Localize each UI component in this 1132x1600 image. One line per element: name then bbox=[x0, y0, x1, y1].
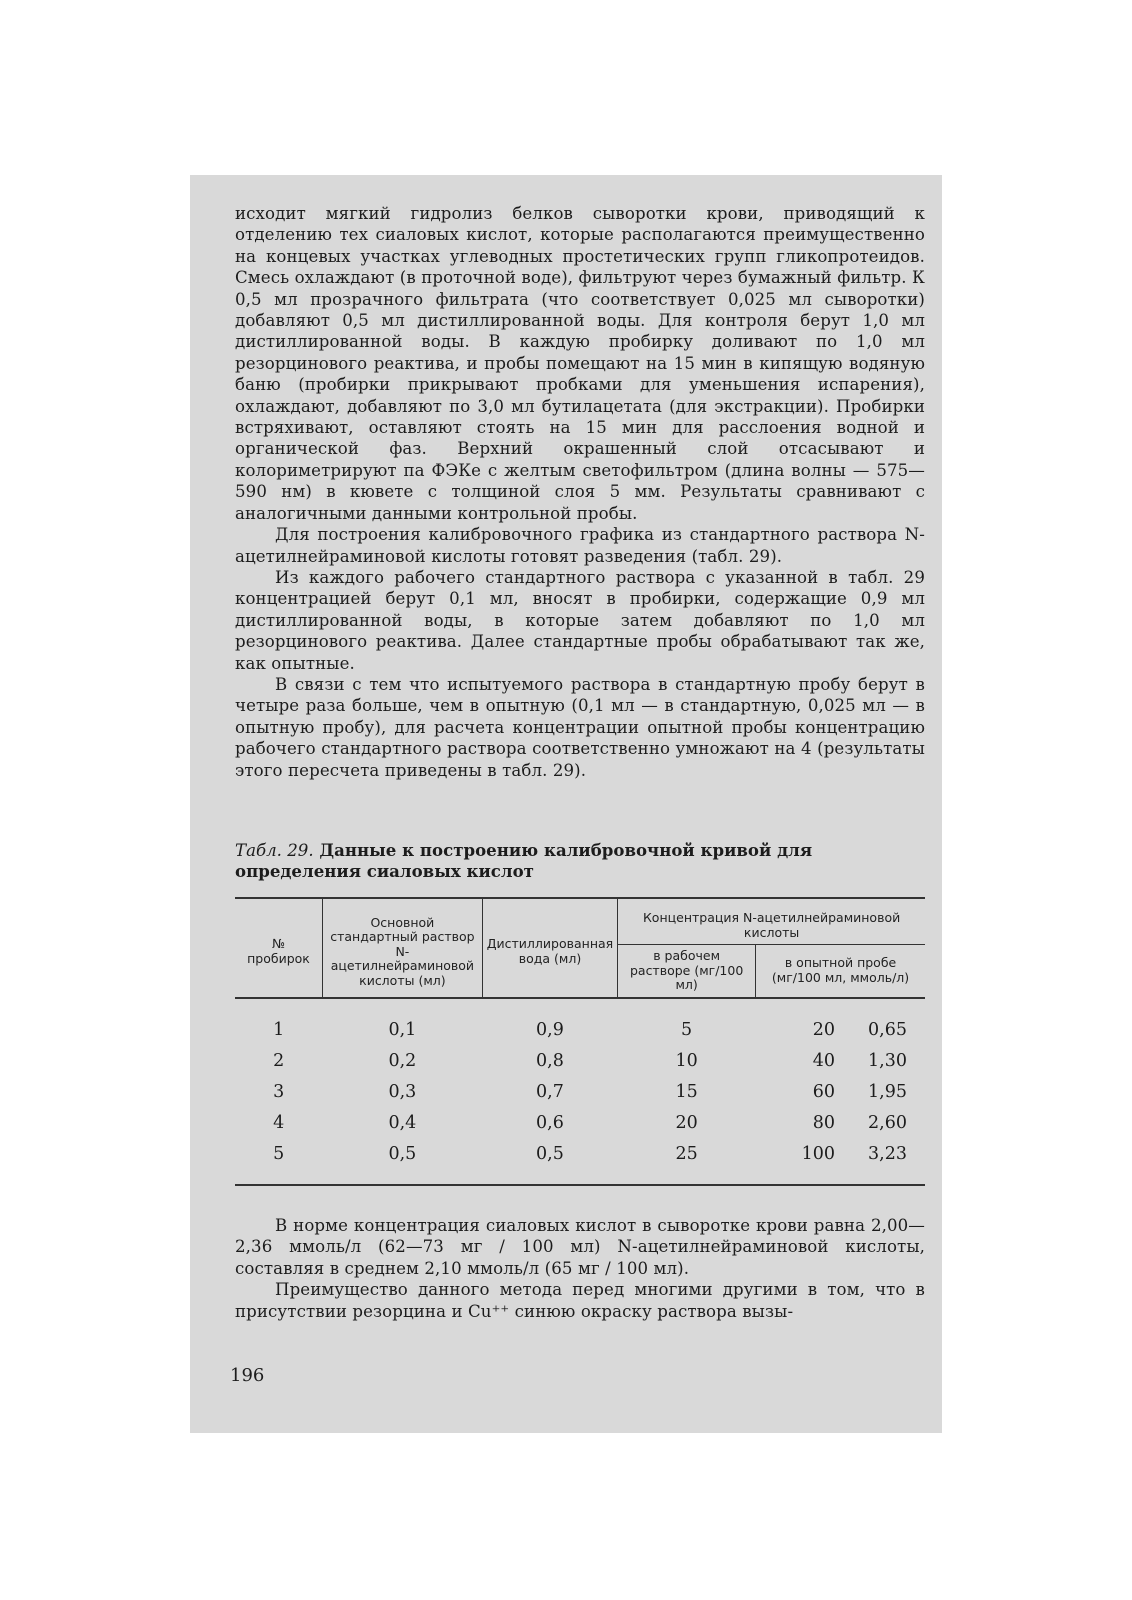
cell-test-mmol: 1,30 bbox=[868, 1051, 907, 1071]
table-row bbox=[235, 998, 925, 1046]
table-row bbox=[235, 1108, 925, 1139]
cell-working: 10 bbox=[675, 1051, 698, 1071]
table-caption-text: Данные к построению калибровочной кривой для определения сиаловых кислот bbox=[235, 840, 813, 882]
paragraph-1: исходит мягкий гидролиз белков сыворотки крови, приводящий к отделению тех сиаловых кислот, которые располагаются преимущественно на концевых участках углеводных простетических групп гликопротеидов. Смесь охлаждают (в проточной воде), фильтруют через бумажный фильтр. К 0,5 мл прозрачного фильтрата (что соответствует 0,025 мл сыворотки) добавляют 0,5 мл дистиллированной воды. Для контроля берут 1,0 мл дистиллированной воды. В каждую пробирку доливают по 1,0 мл резорцинового реактива, и пробы помещают на 15 мин в кипящую водяную баню (пробирки прикрывают пробками для уменьшения испарения), охлаждают, добавляют по 3,0 мл бутилацетата (для экстракции). Пробирки встряхивают, оставляют стоять на 15 мин для расслоения водной и органической фаз. Верхний окрашенный слой отсасывают и колориметрируют па ФЭКе с желтым светофильтром (длина волны — 575—590 нм) в кювете с толщиной слоя 5 мм. Результаты сравнивают с аналогичными данными контрольной пробы. bbox=[235, 204, 925, 523]
cell-water: 0,5 bbox=[482, 1139, 617, 1185]
cell-test bbox=[756, 1139, 925, 1185]
cell-tube: 1 bbox=[273, 1020, 285, 1040]
cell-water: 0,8 bbox=[536, 1051, 564, 1071]
page-number: 196 bbox=[230, 1365, 265, 1386]
cell-working: 20 bbox=[675, 1113, 698, 1133]
paragraph-5: В норме концентрация сиаловых кислот в сыворотке крови равна 2,00—2,36 ммоль/л (62—73 мг / 100 мл) N-ацетилнейраминовой кислоты, составляя в среднем 2,10 ммоль/л (65 мг / 100 мл). bbox=[235, 1216, 925, 1278]
table-caption bbox=[235, 840, 925, 883]
cell-test-mg: 60 bbox=[812, 1082, 835, 1102]
cell-tube: 5 bbox=[235, 1139, 323, 1185]
cell-stock: 0,3 bbox=[388, 1082, 417, 1102]
calibration-table bbox=[235, 897, 925, 1186]
cell-test-mmol: 2,60 bbox=[868, 1113, 907, 1133]
cell-stock: 0,1 bbox=[388, 1020, 417, 1040]
header-stock-solution: Основной стандартный раствор N-ацетилнейраминовой кислоты (мл) bbox=[323, 898, 483, 998]
cell-test-mg: 20 bbox=[812, 1020, 835, 1040]
cell-working: 25 bbox=[618, 1139, 756, 1185]
cell-test-mg: 80 bbox=[812, 1113, 835, 1133]
cell-test bbox=[756, 1108, 925, 1139]
book-page bbox=[190, 175, 942, 1433]
paragraph-3: Из каждого рабочего стандартного раствора с указанной в табл. 29 концентрацией берут 0,1 мл, вносят в пробирки, содержащие 0,9 мл дистиллированной воды, в которые затем добавляют по 1,0 мл резорцинового реактива. Далее стандартные пробы обрабатывают так же, как опытные. bbox=[235, 567, 925, 673]
paragraph-6: Преимущество данного метода перед многими другими в том, что в присутствии резорцина и Cu⁺⁺ синюю окраску раствора вызы- bbox=[235, 1280, 925, 1321]
cell-water: 0,7 bbox=[536, 1082, 564, 1102]
cell-test-mmol: 3,23 bbox=[868, 1144, 907, 1164]
header-working-solution: в рабочем растворе (мг/100 мл) bbox=[618, 945, 756, 998]
table-row bbox=[235, 1077, 925, 1108]
cell-stock: 0,2 bbox=[388, 1051, 417, 1071]
body-text-top bbox=[235, 203, 925, 781]
cell-test-mmol: 0,65 bbox=[868, 1020, 907, 1040]
table-29 bbox=[235, 897, 925, 1186]
cell-stock: 0,5 bbox=[323, 1139, 483, 1185]
table-row bbox=[235, 1139, 925, 1185]
cell-tube: 4 bbox=[273, 1113, 285, 1133]
paragraph-4: В связи с тем что испытуемого раствора в стандартную пробу берут в четыре раза больше, чем в опытную (0,1 мл — в стандартную, 0,025 мл — в опытную пробу), для расчета концентрации опытной пробы концентрацию рабочего стандартного раствора соответственно умножают на 4 (результаты этого пересчета приведены в табл. 29). bbox=[235, 674, 925, 780]
cell-test-mg: 100 bbox=[801, 1144, 835, 1164]
cell-test-mmol: 1,95 bbox=[868, 1082, 907, 1102]
paragraph-2: Для построения калибровочного графика из стандартного раствора N-ацетилнейраминовой кислоты готовят разведения (табл. 29). bbox=[235, 525, 925, 566]
cell-tube: 3 bbox=[273, 1082, 285, 1102]
header-concentration-group: Концентрация N-ацетилнейраминовой кислоты bbox=[618, 898, 925, 945]
cell-stock: 0,4 bbox=[388, 1113, 417, 1133]
table-caption-number: Табл. 29. bbox=[235, 841, 314, 860]
cell-working: 15 bbox=[675, 1082, 698, 1102]
header-tube-number: № пробирок bbox=[235, 898, 323, 998]
cell-test bbox=[756, 998, 925, 1046]
body-text-bottom bbox=[235, 1215, 925, 1322]
cell-water: 0,6 bbox=[536, 1113, 564, 1133]
cell-working: 5 bbox=[681, 1020, 693, 1040]
header-test-sample: в опытной пробе (мг/100 мл, ммоль/л) bbox=[756, 945, 925, 998]
cell-test bbox=[756, 1077, 925, 1108]
table-row bbox=[235, 1046, 925, 1077]
cell-test-mg: 40 bbox=[812, 1051, 835, 1071]
cell-tube: 2 bbox=[273, 1051, 285, 1071]
cell-water: 0,9 bbox=[536, 1020, 564, 1040]
header-distilled-water: Дистиллированная вода (мл) bbox=[482, 898, 617, 998]
cell-test bbox=[756, 1046, 925, 1077]
